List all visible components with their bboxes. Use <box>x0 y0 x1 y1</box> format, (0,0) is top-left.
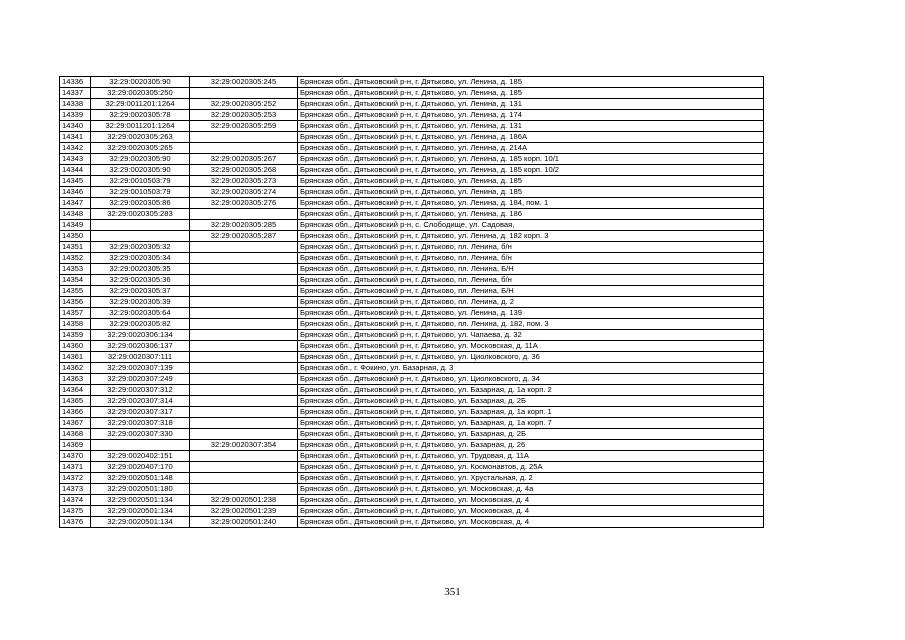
land-cadastral-number-cell: 32:29:0020501:134 <box>91 495 190 506</box>
address-cell: Брянская обл., Дятьковский р-н, г. Дятьково, ул. Московская, д. 4 <box>298 517 764 528</box>
land-cadastral-number-cell: 32:29:0020307:317 <box>91 407 190 418</box>
table-row <box>60 418 764 429</box>
land-cadastral-number-cell: 32:29:0020305:90 <box>91 165 190 176</box>
row-number-cell: 14366 <box>60 407 91 418</box>
row-number-cell: 14364 <box>60 385 91 396</box>
address-cell: Брянская обл., Дятьковский р-н, г. Дятьково, пл. Ленина, д. 182, пом. 3 <box>298 319 764 330</box>
row-number-cell: 14353 <box>60 264 91 275</box>
row-number-cell: 14376 <box>60 517 91 528</box>
address-cell: Брянская обл., Дятьковский р-н, г. Дятьково, пл. Ленина, б/н <box>298 275 764 286</box>
table-row <box>60 341 764 352</box>
land-cadastral-number-cell: 32:29:0020305:82 <box>91 319 190 330</box>
object-cadastral-number-cell <box>190 319 298 330</box>
table-row <box>60 319 764 330</box>
table-row <box>60 352 764 363</box>
address-cell: Брянская обл., Дятьковский р-н, г. Дятьково, пл. Ленина, б/н <box>298 242 764 253</box>
object-cadastral-number-cell <box>190 418 298 429</box>
table-row <box>60 407 764 418</box>
table-row <box>60 308 764 319</box>
object-cadastral-number-cell <box>190 462 298 473</box>
object-cadastral-number-cell: 32:29:0020501:240 <box>190 517 298 528</box>
address-cell: Брянская обл., Дятьковский р-н, г. Дятьково, ул. Ленина, д. 185 <box>298 88 764 99</box>
row-number-cell: 14347 <box>60 198 91 209</box>
address-cell: Брянская обл., Дятьковский р-н, г. Дятьково, ул. Базарная, д. 2Б <box>298 429 764 440</box>
land-cadastral-number-cell: 32:29:0020305:78 <box>91 110 190 121</box>
object-cadastral-number-cell <box>190 484 298 495</box>
object-cadastral-number-cell: 32:29:0020305:274 <box>190 187 298 198</box>
land-cadastral-number-cell: 32:29:0020501:134 <box>91 506 190 517</box>
object-cadastral-number-cell: 32:29:0020305:273 <box>190 176 298 187</box>
row-number-cell: 14348 <box>60 209 91 220</box>
table-row <box>60 264 764 275</box>
address-cell: Брянская обл., Дятьковский р-н, г. Дятьково, ул. Чапаева, д. 32 <box>298 330 764 341</box>
address-cell: Брянская обл., Дятьковский р-н, г. Дятьково, ул. Ленина, д. 185 корп. 10/2 <box>298 165 764 176</box>
row-number-cell: 14344 <box>60 165 91 176</box>
object-cadastral-number-cell <box>190 143 298 154</box>
object-cadastral-number-cell: 32:29:0020307:354 <box>190 440 298 451</box>
address-cell: Брянская обл., Дятьковский р-н, г. Дятьково, ул. Ленина, д. 131 <box>298 99 764 110</box>
land-cadastral-number-cell: 32:29:0020305:265 <box>91 143 190 154</box>
object-cadastral-number-cell <box>190 341 298 352</box>
table-row <box>60 220 764 231</box>
land-cadastral-number-cell: 32:29:0020407:170 <box>91 462 190 473</box>
row-number-cell: 14346 <box>60 187 91 198</box>
object-cadastral-number-cell <box>190 330 298 341</box>
table-row <box>60 506 764 517</box>
table-row <box>60 440 764 451</box>
registry-table <box>59 76 764 528</box>
table-row <box>60 165 764 176</box>
object-cadastral-number-cell <box>190 396 298 407</box>
row-number-cell: 14365 <box>60 396 91 407</box>
page-number: 351 <box>444 586 461 598</box>
row-number-cell: 14337 <box>60 88 91 99</box>
row-number-cell: 14356 <box>60 297 91 308</box>
address-cell: Брянская обл., Дятьковский р-н, г. Дятьково, ул. Ленина, д. 131 <box>298 121 764 132</box>
object-cadastral-number-cell: 32:29:0020305:253 <box>190 110 298 121</box>
row-number-cell: 14363 <box>60 374 91 385</box>
row-number-cell: 14345 <box>60 176 91 187</box>
address-cell: Брянская обл., Дятьковский р-н, г. Дятьково, ул. Циолковского, д. 36 <box>298 352 764 363</box>
address-cell: Брянская обл., Дятьковский р-н, г. Дятьково, ул. Ленина, д. 186 <box>298 209 764 220</box>
row-number-cell: 14371 <box>60 462 91 473</box>
row-number-cell: 14361 <box>60 352 91 363</box>
address-cell: Брянская обл., Дятьковский р-н, г. Дятьково, ул. Базарная, д. 26 <box>298 440 764 451</box>
address-cell: Брянская обл., Дятьковский р-н, г. Дятьково, ул. Ленина, д. 174 <box>298 110 764 121</box>
object-cadastral-number-cell <box>190 429 298 440</box>
row-number-cell: 14358 <box>60 319 91 330</box>
table-row <box>60 451 764 462</box>
object-cadastral-number-cell <box>190 407 298 418</box>
row-number-cell: 14342 <box>60 143 91 154</box>
object-cadastral-number-cell: 32:29:0020305:252 <box>190 99 298 110</box>
land-cadastral-number-cell: 32:29:0020305:32 <box>91 242 190 253</box>
object-cadastral-number-cell: 32:29:0020305:268 <box>190 165 298 176</box>
object-cadastral-number-cell <box>190 363 298 374</box>
row-number-cell: 14352 <box>60 253 91 264</box>
object-cadastral-number-cell: 32:29:0020501:239 <box>190 506 298 517</box>
address-cell: Брянская обл., Дятьковский р-н, г. Дятьково, пл. Ленина, д. 2 <box>298 297 764 308</box>
table-row <box>60 176 764 187</box>
land-cadastral-number-cell: 32:29:0020307:314 <box>91 396 190 407</box>
row-number-cell: 14336 <box>60 77 91 88</box>
object-cadastral-number-cell <box>190 308 298 319</box>
table-row <box>60 484 764 495</box>
object-cadastral-number-cell <box>190 374 298 385</box>
row-number-cell: 14362 <box>60 363 91 374</box>
object-cadastral-number-cell <box>190 286 298 297</box>
land-cadastral-number-cell: 32:29:0020305:250 <box>91 88 190 99</box>
address-cell: Брянская обл., Дятьковский р-н, г. Дятьково, ул. Циолковского, д. 34 <box>298 374 764 385</box>
object-cadastral-number-cell: 32:29:0020501:238 <box>190 495 298 506</box>
land-cadastral-number-cell: 32:29:0020305:37 <box>91 286 190 297</box>
row-number-cell: 14374 <box>60 495 91 506</box>
land-cadastral-number-cell: 32:29:0020307:330 <box>91 429 190 440</box>
table-row <box>60 209 764 220</box>
table-row <box>60 154 764 165</box>
address-cell: Брянская обл., Дятьковский р-н, г. Дятьково, ул. Трудовая, д. 11А <box>298 451 764 462</box>
object-cadastral-number-cell: 32:29:0020305:245 <box>190 77 298 88</box>
table-row <box>60 132 764 143</box>
land-cadastral-number-cell: 32:29:0020305:90 <box>91 154 190 165</box>
object-cadastral-number-cell <box>190 132 298 143</box>
row-number-cell: 14368 <box>60 429 91 440</box>
land-cadastral-number-cell: 32:29:0020306:134 <box>91 330 190 341</box>
row-number-cell: 14359 <box>60 330 91 341</box>
address-cell: Брянская обл., Дятьковский р-н, г. Дятьково, ул. Базарная, д. 2Б <box>298 396 764 407</box>
address-cell: Брянская обл., Дятьковский р-н, г. Дятьково, ул. Ленина, д. 182 корп. 3 <box>298 231 764 242</box>
address-cell: Брянская обл., Дятьковский р-н, г. Дятьково, ул. Хрустальная, д. 2 <box>298 473 764 484</box>
address-cell: Брянская обл., Дятьковский р-н, г. Дятьково, ул. Базарная, д. 1а корп. 2 <box>298 385 764 396</box>
land-cadastral-number-cell: 32:29:0020307:111 <box>91 352 190 363</box>
land-cadastral-number-cell <box>91 231 190 242</box>
address-cell: Брянская обл., Дятьковский р-н, г. Дятьково, ул. Ленина, д. 185 <box>298 176 764 187</box>
land-cadastral-number-cell: 32:29:0010503:79 <box>91 187 190 198</box>
row-number-cell: 14367 <box>60 418 91 429</box>
row-number-cell: 14343 <box>60 154 91 165</box>
land-cadastral-number-cell: 32:29:0020501:134 <box>91 517 190 528</box>
row-number-cell: 14370 <box>60 451 91 462</box>
object-cadastral-number-cell: 32:29:0020305:285 <box>190 220 298 231</box>
address-cell: Брянская обл., Дятьковский р-н, г. Дятьково, ул. Ленина, д. 184, пом. 1 <box>298 198 764 209</box>
address-cell: Брянская обл., Дятьковский р-н, г. Дятьково, ул. Московская, д. 4 <box>298 495 764 506</box>
address-cell: Брянская обл., Дятьковский р-н, г. Дятьково, ул. Базарная, д. 1а корп. 7 <box>298 418 764 429</box>
object-cadastral-number-cell <box>190 242 298 253</box>
table-row <box>60 275 764 286</box>
object-cadastral-number-cell: 32:29:0020305:267 <box>190 154 298 165</box>
table-row <box>60 363 764 374</box>
land-cadastral-number-cell: 32:29:0020305:263 <box>91 132 190 143</box>
table-row <box>60 374 764 385</box>
land-cadastral-number-cell: 32:29:0020307:249 <box>91 374 190 385</box>
row-number-cell: 14340 <box>60 121 91 132</box>
object-cadastral-number-cell <box>190 352 298 363</box>
address-cell: Брянская обл., Дятьковский р-н, г. Дятьково, ул. Космонавтов, д. 25А <box>298 462 764 473</box>
address-cell: Брянская обл., Дятьковский р-н, г. Дятьково, ул. Ленина, д. 185 <box>298 187 764 198</box>
land-cadastral-number-cell: 32:29:0011201:1264 <box>91 99 190 110</box>
registry-table-body <box>60 77 764 528</box>
object-cadastral-number-cell: 32:29:0020305:259 <box>190 121 298 132</box>
land-cadastral-number-cell: 32:29:0020305:90 <box>91 77 190 88</box>
table-row <box>60 330 764 341</box>
table-row <box>60 143 764 154</box>
address-cell: Брянская обл., Дятьковский р-н, г. Дятьково, ул. Ленина, д. 185 корп. 10/1 <box>298 154 764 165</box>
object-cadastral-number-cell <box>190 253 298 264</box>
table-row <box>60 286 764 297</box>
table-row <box>60 396 764 407</box>
land-cadastral-number-cell: 32:29:0020501:180 <box>91 484 190 495</box>
land-cadastral-number-cell <box>91 440 190 451</box>
object-cadastral-number-cell <box>190 473 298 484</box>
land-cadastral-number-cell: 32:29:0010503:79 <box>91 176 190 187</box>
row-number-cell: 14372 <box>60 473 91 484</box>
land-cadastral-number-cell: 32:29:0011201:1264 <box>91 121 190 132</box>
land-cadastral-number-cell: 32:29:0020307:139 <box>91 363 190 374</box>
row-number-cell: 14369 <box>60 440 91 451</box>
address-cell: Брянская обл., Дятьковский р-н, г. Дятьково, пл. Ленина, б/н <box>298 253 764 264</box>
address-cell: Брянская обл., Дятьковский р-н, г. Дятьково, ул. Московская, д. 4 <box>298 506 764 517</box>
table-row <box>60 253 764 264</box>
land-cadastral-number-cell: 32:29:0020307:318 <box>91 418 190 429</box>
row-number-cell: 14339 <box>60 110 91 121</box>
row-number-cell: 14357 <box>60 308 91 319</box>
address-cell: Брянская обл., Дятьковский р-н, г. Дятьково, пл. Ленина, Б/Н <box>298 264 764 275</box>
address-cell: Брянская обл., Дятьковский р-н, г. Дятьково, ул. Ленина, д. 185 <box>298 77 764 88</box>
table-row <box>60 462 764 473</box>
address-cell: Брянская обл., Дятьковский р-н, г. Дятьково, ул. Московская, д. 11А <box>298 341 764 352</box>
land-cadastral-number-cell: 32:29:0020305:34 <box>91 253 190 264</box>
table-row <box>60 99 764 110</box>
land-cadastral-number-cell: 32:29:0020307:312 <box>91 385 190 396</box>
address-cell: Брянская обл., Дятьковский р-н, г. Дятьково, ул. Ленина, д. 139 <box>298 308 764 319</box>
land-cadastral-number-cell <box>91 220 190 231</box>
object-cadastral-number-cell <box>190 451 298 462</box>
row-number-cell: 14341 <box>60 132 91 143</box>
row-number-cell: 14351 <box>60 242 91 253</box>
table-row <box>60 121 764 132</box>
land-cadastral-number-cell: 32:29:0020305:39 <box>91 297 190 308</box>
land-cadastral-number-cell: 32:29:0020306:137 <box>91 341 190 352</box>
table-row <box>60 385 764 396</box>
address-cell: Брянская обл., Дятьковский р-н, г. Дятьково, пл. Ленина, Б/Н <box>298 286 764 297</box>
table-row <box>60 77 764 88</box>
land-cadastral-number-cell: 32:29:0020305:36 <box>91 275 190 286</box>
table-row <box>60 187 764 198</box>
table-row <box>60 517 764 528</box>
row-number-cell: 14360 <box>60 341 91 352</box>
address-cell: Брянская обл., Дятьковский р-н, с. Слободище, ул. Садовая, <box>298 220 764 231</box>
address-cell: Брянская обл., Дятьковский р-н, г. Дятьково, ул. Московская, д. 4а <box>298 484 764 495</box>
land-cadastral-number-cell: 32:29:0020305:64 <box>91 308 190 319</box>
land-cadastral-number-cell: 32:29:0020305:86 <box>91 198 190 209</box>
table-row <box>60 473 764 484</box>
object-cadastral-number-cell <box>190 297 298 308</box>
object-cadastral-number-cell <box>190 88 298 99</box>
object-cadastral-number-cell <box>190 209 298 220</box>
object-cadastral-number-cell: 32:29:0020305:287 <box>190 231 298 242</box>
table-row <box>60 110 764 121</box>
table-row <box>60 231 764 242</box>
land-cadastral-number-cell: 32:29:0020501:148 <box>91 473 190 484</box>
row-number-cell: 14354 <box>60 275 91 286</box>
table-row <box>60 88 764 99</box>
row-number-cell: 14375 <box>60 506 91 517</box>
row-number-cell: 14355 <box>60 286 91 297</box>
address-cell: Брянская обл., г. Фокино, ул. Базарная, д. 3 <box>298 363 764 374</box>
table-row <box>60 429 764 440</box>
land-cadastral-number-cell: 32:29:0020402:151 <box>91 451 190 462</box>
land-cadastral-number-cell: 32:29:0020305:283 <box>91 209 190 220</box>
object-cadastral-number-cell: 32:29:0020305:276 <box>190 198 298 209</box>
address-cell: Брянская обл., Дятьковский р-н, г. Дятьково, ул. Ленина, д. 214А <box>298 143 764 154</box>
row-number-cell: 14349 <box>60 220 91 231</box>
table-row <box>60 198 764 209</box>
object-cadastral-number-cell <box>190 385 298 396</box>
object-cadastral-number-cell <box>190 275 298 286</box>
table-row <box>60 297 764 308</box>
address-cell: Брянская обл., Дятьковский р-н, г. Дятьково, ул. Базарная, д. 1а корп. 1 <box>298 407 764 418</box>
table-row <box>60 495 764 506</box>
table-row <box>60 242 764 253</box>
row-number-cell: 14350 <box>60 231 91 242</box>
object-cadastral-number-cell <box>190 264 298 275</box>
row-number-cell: 14373 <box>60 484 91 495</box>
land-cadastral-number-cell: 32:29:0020305:35 <box>91 264 190 275</box>
address-cell: Брянская обл., Дятьковский р-н, г. Дятьково, ул. Ленина, д. 186А <box>298 132 764 143</box>
row-number-cell: 14338 <box>60 99 91 110</box>
